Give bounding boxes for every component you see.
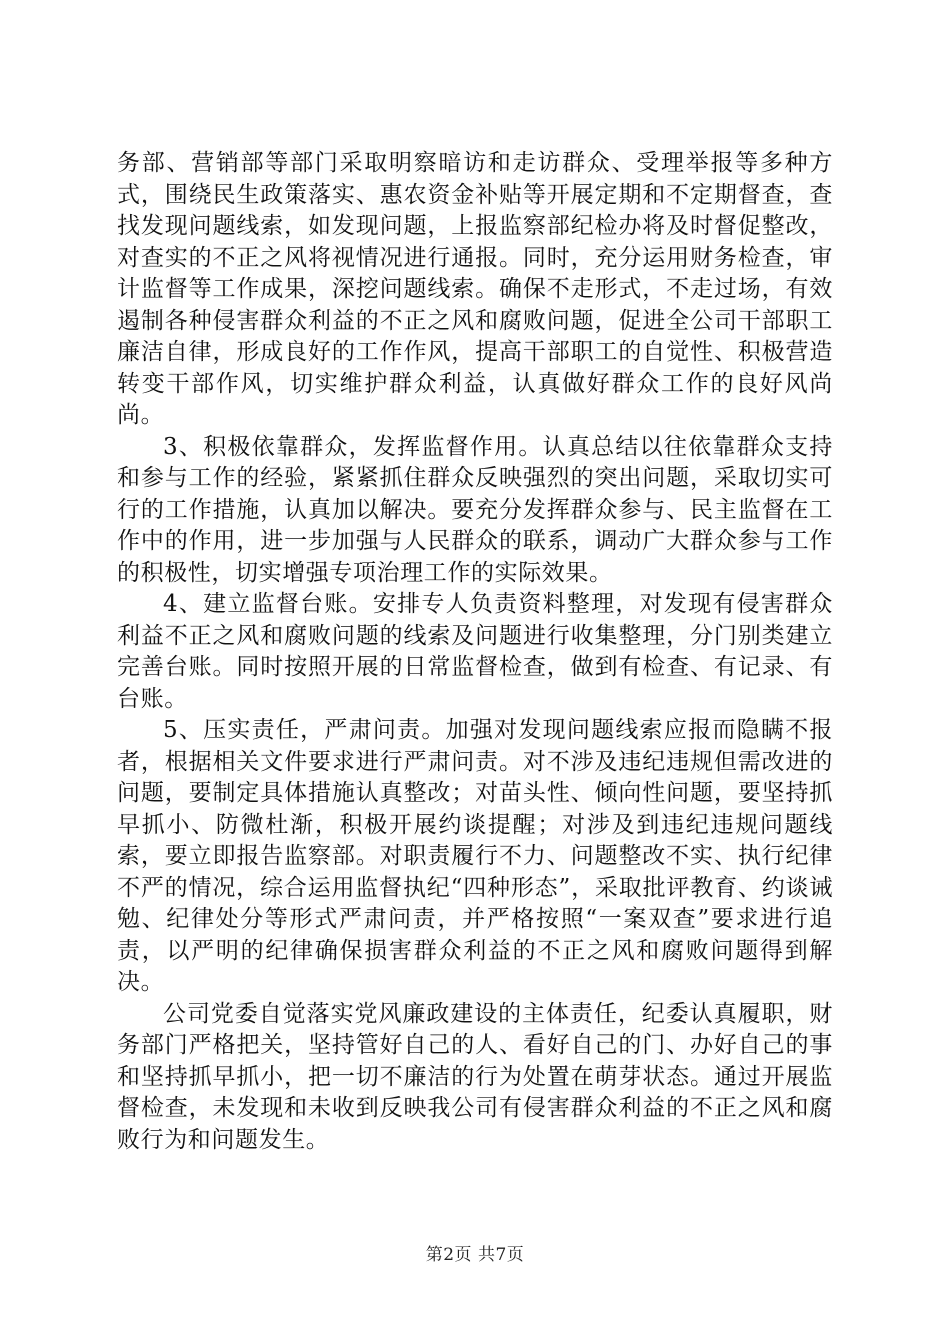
page-number-footer: 第2页 共7页: [425, 1245, 525, 1265]
paragraph-item-4: 4、建立监督台账。安排专人负责资料整理，对发现有侵害群众利益不正之风和腐败问题的线索及问题进行收集整理，分门别类建立完善台账。同时按照开展的日常监督检查，做到有检查、有记录、有台账。: [117, 591, 833, 712]
document-body: [117, 148, 833, 1156]
paragraph-continuation: 务部、营销部等部门采取明察暗访和走访群众、受理举报等多种方式，围绕民生政策落实、惠农资金补贴等开展定期和不定期督查，查找发现问题线索，如发现问题，上报监察部纪检办将及时督促整改，对查实的不正之风将视情况进行通报。同时，充分运用财务检查，审计监督等工作成果，深挖问题线索。确保不走形式，不走过场，有效遏制各种侵害群众利益的不正之风和腐败问题，促进全公司干部职工廉洁自律，形成良好的工作作风，提高干部职工的自觉性、积极营造转变干部作风，切实维护群众利益，认真做好群众工作的良好风尚尚。: [117, 150, 833, 428]
paragraph-conclusion: 公司党委自觉落实党风廉政建设的主体责任，纪委认真履职，财务部门严格把关，坚持管好自己的人、看好自己的门、办好自己的事和坚持抓早抓小，把一切不廉洁的行为处置在萌芽状态。通过开展监督检查，未发现和未收到反映我公司有侵害群众利益的不正之风和腐败行为和问题发生。: [117, 1000, 833, 1153]
paragraph-item-5: 5、压实责任，严肃问责。加强对发现问题线索应报而隐瞒不报者，根据相关文件要求进行严肃问责。对不涉及违纪违规但需改进的问题，要制定具体措施认真整改；对苗头性、倾向性问题，要坚持抓早抓小、防微杜渐，积极开展约谈提醒；对涉及到违纪违规问题线索，要立即报告监察部。对职责履行不力、问题整改不实、执行纪律不严的情况，综合运用监督执纪“四种形态”，采取批评教育、约谈诫勉、纪律处分等形式严肃问责，并严格按照“一案双查”要求进行追责，以严明的纪律确保损害群众利益的不正之风和腐败问题得到解决。: [117, 717, 833, 995]
paragraph-item-3: 3、积极依靠群众，发挥监督作用。认真总结以往依靠群众支持和参与工作的经验，紧紧抓住群众反映强烈的突出问题，采取切实可行的工作措施，认真加以解决。要充分发挥群众参与、民主监督在工作中的作用，进一步加强与人民群众的联系，调动广大群众参与工作的积极性，切实增强专项治理工作的实际效果。: [117, 433, 833, 586]
